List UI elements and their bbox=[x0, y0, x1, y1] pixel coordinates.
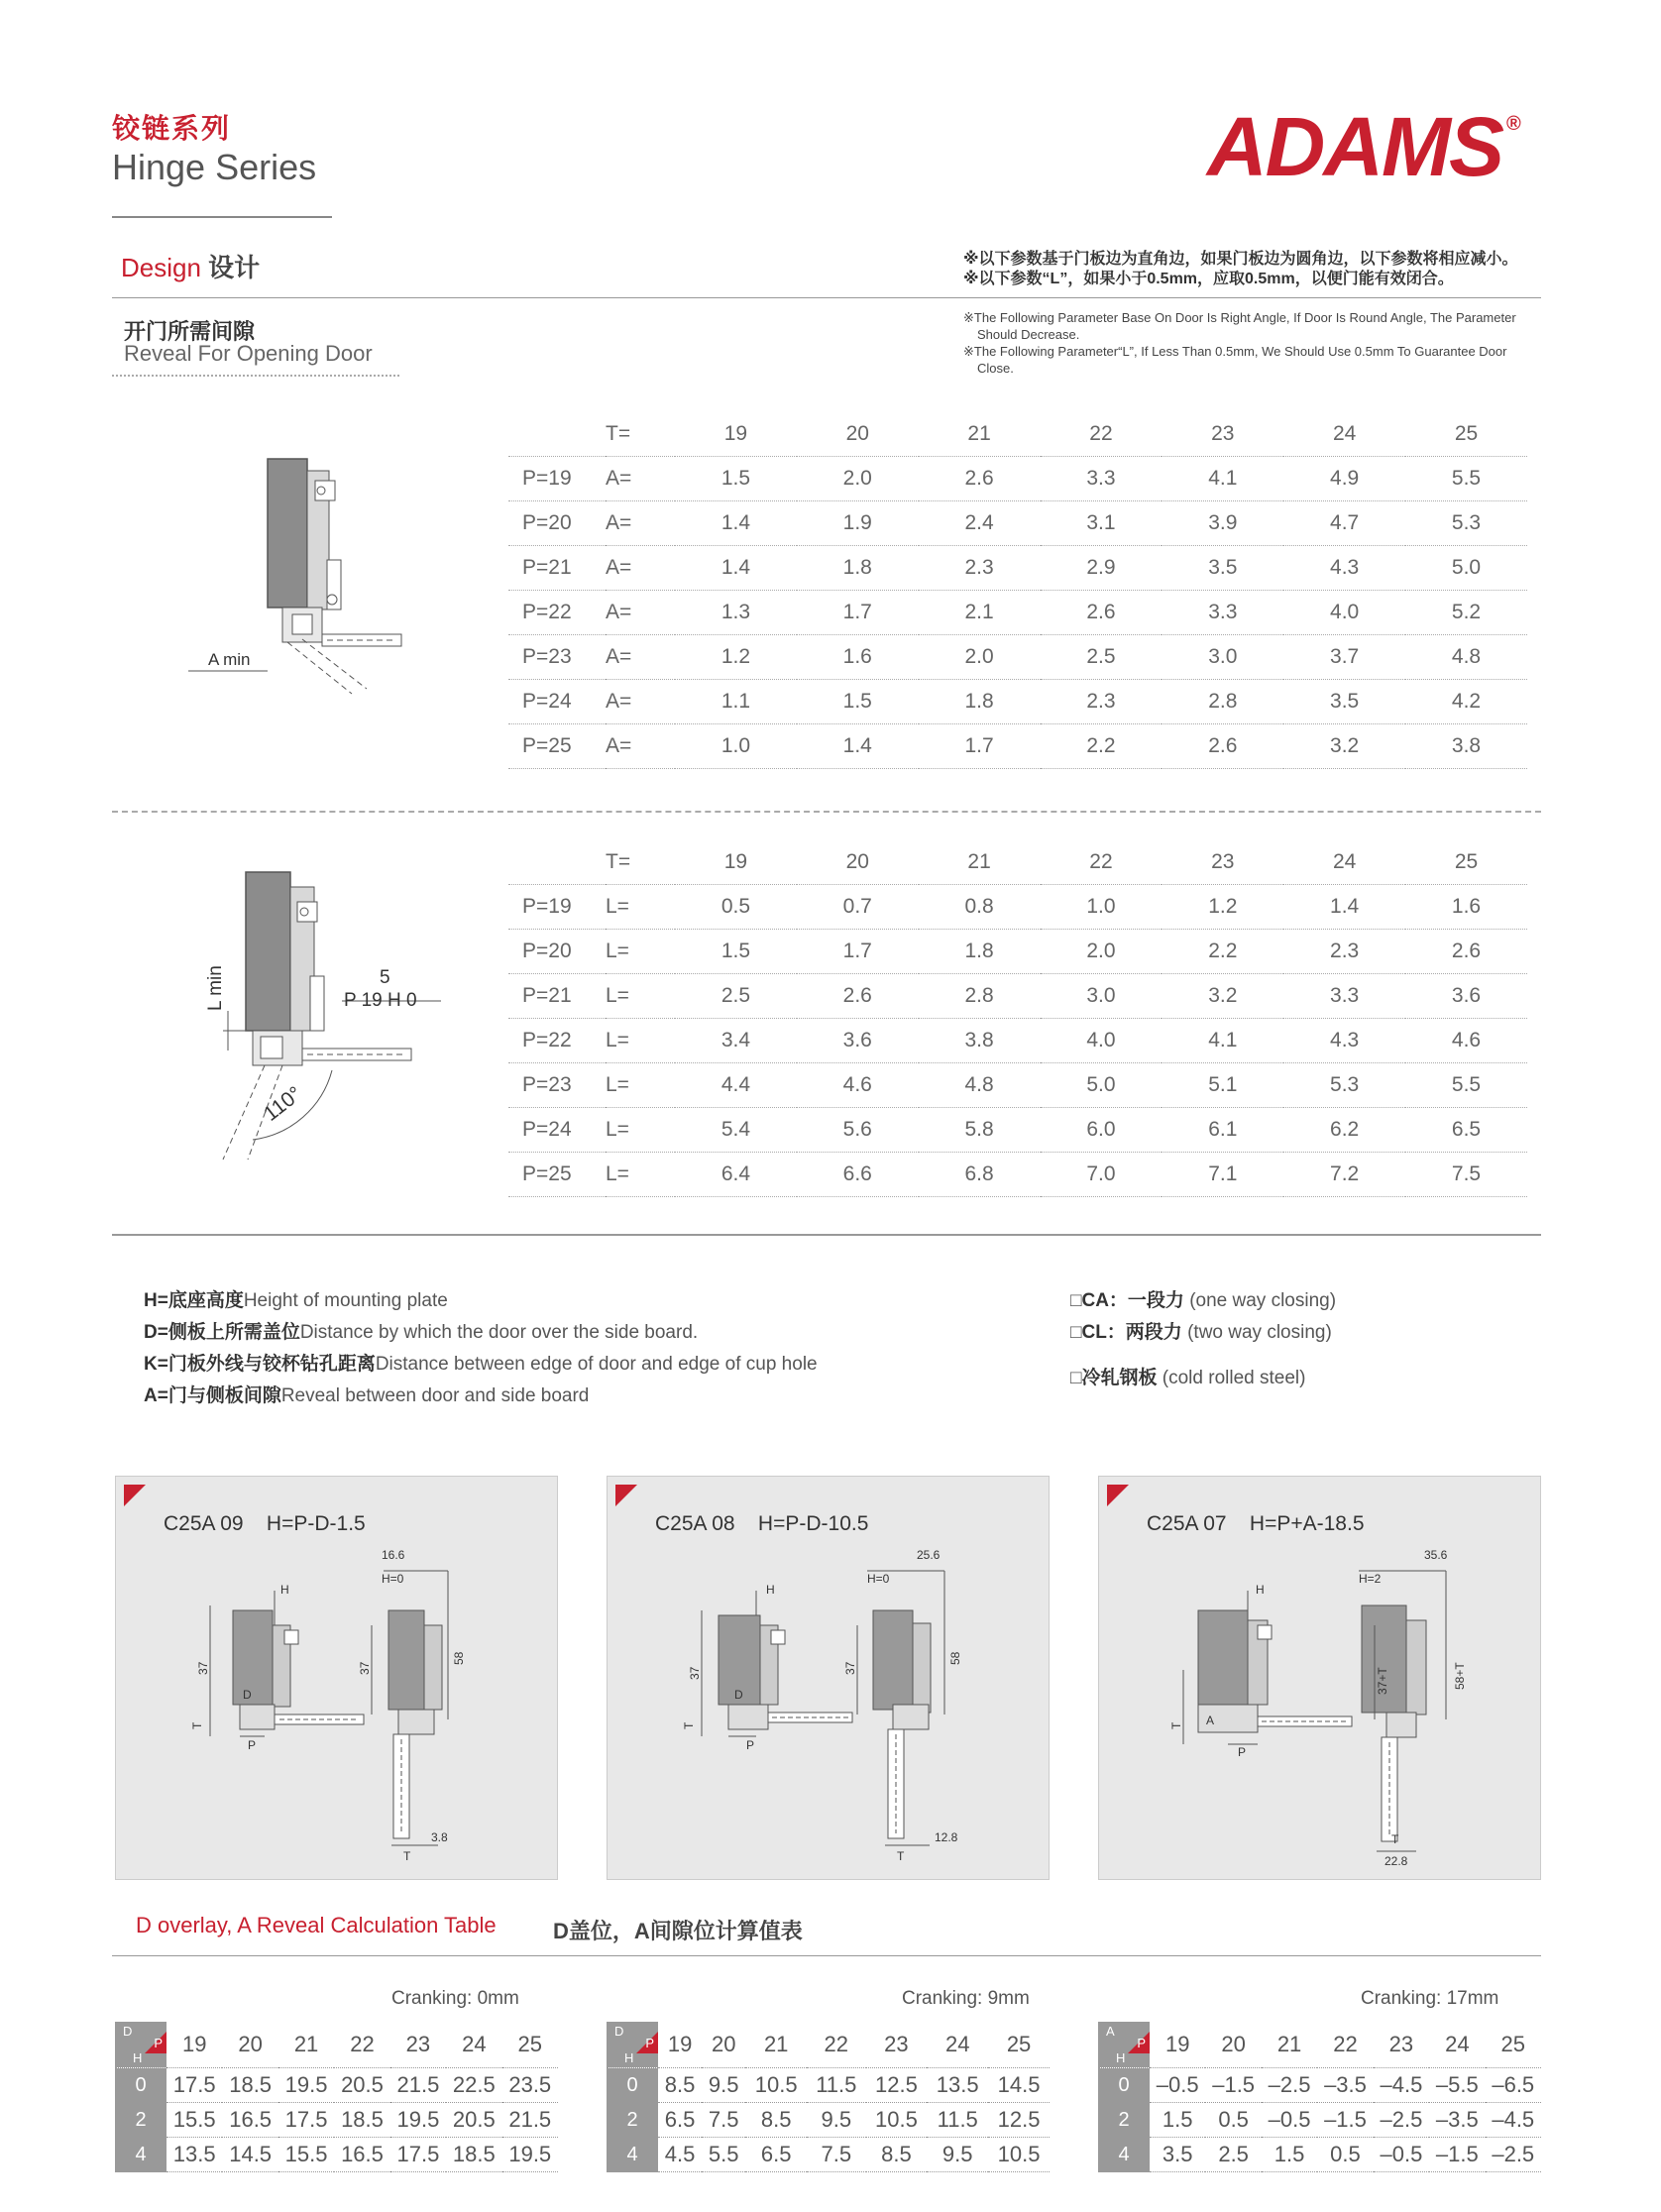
brand-logo: ADAMS ® bbox=[1207, 100, 1519, 193]
legend-item: A=门与侧板间隙Reveal between door and side board bbox=[144, 1385, 590, 1406]
panel-title: C25A 07 H=P+A-18.5 bbox=[1147, 1512, 1365, 1535]
svg-text:P: P bbox=[1238, 1745, 1247, 1759]
calc-title-cn: D盖位，A间隙位计算值表 bbox=[553, 1919, 803, 1943]
panel-diagram bbox=[608, 1477, 1051, 1881]
reveal-title-en: Reveal For Opening Door bbox=[124, 341, 373, 366]
panel-title: C25A 09 H=P-D-1.5 bbox=[164, 1512, 366, 1535]
svg-text:H: H bbox=[1256, 1583, 1265, 1597]
svg-text:35.6: 35.6 bbox=[1424, 1548, 1448, 1562]
table-corner: A P H bbox=[1098, 2022, 1150, 2068]
legend-item: □CL：两段力 (two way closing) bbox=[1070, 1322, 1332, 1343]
table-row: P=21 A= 1.4 1.8 2.3 2.9 3.5 4.3 5.0 bbox=[508, 546, 1527, 591]
panel-diagram bbox=[1099, 1477, 1542, 1881]
svg-text:3.8: 3.8 bbox=[431, 1830, 448, 1844]
legend-left bbox=[144, 1285, 818, 1412]
table-row: P=21 L= 2.5 2.6 2.8 3.0 3.2 3.3 3.6 bbox=[508, 974, 1527, 1019]
svg-text:58+T: 58+T bbox=[1453, 1662, 1467, 1690]
table-row: P=23 A= 1.2 1.6 2.0 2.5 3.0 3.7 4.8 bbox=[508, 635, 1527, 680]
panel-c25a07 bbox=[1098, 1476, 1541, 1880]
svg-text:T: T bbox=[1169, 1721, 1183, 1729]
table-row: 4 4.5 5.5 6.5 7.5 8.5 9.5 10.5 bbox=[607, 2138, 1050, 2172]
table-corner: D P H bbox=[607, 2022, 658, 2068]
svg-text:16.6: 16.6 bbox=[382, 1548, 405, 1562]
table-row: 2 1.5 0.5 –0.5 –1.5 –2.5 –3.5 –4.5 bbox=[1098, 2103, 1541, 2138]
calc-divider bbox=[112, 1955, 1541, 1956]
svg-text:H=0: H=0 bbox=[867, 1572, 890, 1586]
panel-diagram bbox=[116, 1477, 559, 1881]
reveal-table-l bbox=[508, 840, 1527, 1197]
legend-item: □CA：一段力 (one way closing) bbox=[1070, 1290, 1337, 1311]
table-row: P=22 A= 1.3 1.7 2.1 2.6 3.3 4.0 5.2 bbox=[508, 591, 1527, 635]
svg-text:12.8: 12.8 bbox=[935, 1830, 958, 1844]
table-corner: D P H bbox=[115, 2022, 166, 2068]
svg-text:T: T bbox=[403, 1849, 411, 1863]
table-row: 0 17.5 18.5 19.5 20.5 21.5 22.5 23.5 bbox=[115, 2068, 558, 2103]
table-row: P=19 L= 0.5 0.7 0.8 1.0 1.2 1.4 1.6 bbox=[508, 885, 1527, 930]
svg-text:H=2: H=2 bbox=[1359, 1572, 1382, 1586]
title-divider bbox=[112, 216, 332, 218]
p-h-label: P 19 H 0 bbox=[344, 990, 417, 1011]
svg-text:T: T bbox=[190, 1721, 204, 1729]
table-row: 4 13.5 14.5 15.5 16.5 17.5 18.5 19.5 bbox=[115, 2138, 558, 2172]
table-row: 0 –0.5 –1.5 –2.5 –3.5 –4.5 –5.5 –6.5 bbox=[1098, 2068, 1541, 2103]
svg-text:H=0: H=0 bbox=[382, 1572, 404, 1586]
svg-text:T: T bbox=[1391, 1832, 1399, 1846]
table-row: P=19 A= 1.5 2.0 2.6 3.3 4.1 4.9 5.5 bbox=[508, 457, 1527, 501]
table-row: P=25 L= 6.4 6.6 6.8 7.0 7.1 7.2 7.5 bbox=[508, 1153, 1527, 1197]
section-divider bbox=[112, 297, 1541, 298]
legend-right bbox=[1070, 1285, 1336, 1394]
svg-text:37: 37 bbox=[196, 1661, 210, 1675]
table-row: P=22 L= 3.4 3.6 3.8 4.0 4.1 4.3 4.6 bbox=[508, 1019, 1527, 1063]
t-header-row: T= 19 20 21 22 23 24 25 bbox=[508, 412, 1527, 457]
table-row: P=20 A= 1.4 1.9 2.4 3.1 3.9 4.7 5.3 bbox=[508, 501, 1527, 546]
svg-text:T: T bbox=[682, 1721, 696, 1729]
svg-text:P: P bbox=[248, 1738, 257, 1752]
lmin-label: L min bbox=[205, 965, 226, 1011]
svg-text:58: 58 bbox=[452, 1651, 466, 1665]
cranking-label: Cranking: 0mm bbox=[391, 1988, 519, 2009]
svg-text:H: H bbox=[280, 1583, 289, 1597]
table-row: 2 6.5 7.5 8.5 9.5 10.5 11.5 12.5 bbox=[607, 2103, 1050, 2138]
reveal-divider bbox=[112, 375, 399, 377]
svg-text:T: T bbox=[897, 1849, 905, 1863]
svg-text:P: P bbox=[746, 1738, 755, 1752]
svg-text:D: D bbox=[734, 1688, 743, 1702]
reveal-table-a bbox=[508, 412, 1527, 769]
notes-en: ※The Following Parameter Base On Door Is Right Angle, If Door Is Round Angle, The Parameter Should Decrease. ※The Following Parameter“L”, If Less Than 0.5mm, We Should Use 0.5mm To Guarantee Door Close. bbox=[963, 310, 1516, 376]
t-header-row: T= 19 20 21 22 23 24 25 bbox=[508, 840, 1527, 885]
svg-text:A: A bbox=[1206, 1714, 1215, 1727]
reveal-title-cn: 开门所需间隙 bbox=[124, 319, 256, 344]
legend-item: D=侧板上所需盖位Distance by which the door over the side board. bbox=[144, 1322, 699, 1343]
svg-text:25.6: 25.6 bbox=[917, 1548, 941, 1562]
calc-table-0mm: D P H 19 20 21 22 23 24 25 0 17.5 18.5 19.5 20.5 21.5 22.5 23.5 2 15.5 16.5 17.5 18.5 19.5 20.5 21.5 4 13.5 14.5 15.5 16.5 17.5 18.5 19.5 bbox=[115, 2022, 558, 2172]
svg-text:D: D bbox=[243, 1688, 252, 1702]
cranking-label: Cranking: 9mm bbox=[902, 1988, 1030, 2009]
panel-c25a09 bbox=[115, 1476, 558, 1880]
table-row: P=24 A= 1.1 1.5 1.8 2.3 2.8 3.5 4.2 bbox=[508, 680, 1527, 724]
design-label: Design 设计 bbox=[121, 253, 261, 282]
reveal-diagram-l bbox=[193, 862, 451, 1169]
notes-cn: ※以下参数基于门板边为直角边，如果门板边为圆角边，以下参数将相应减小。 ※以下参数“L”，如果小于0.5mm，应取0.5mm，以便门能有效闭合。 bbox=[963, 251, 1518, 287]
svg-text:H: H bbox=[766, 1583, 775, 1597]
table-row: P=23 L= 4.4 4.6 4.8 5.0 5.1 5.3 5.5 bbox=[508, 1063, 1527, 1108]
table-row: P=20 L= 1.5 1.7 1.8 2.0 2.2 2.3 2.6 bbox=[508, 930, 1527, 974]
svg-text:37: 37 bbox=[843, 1661, 857, 1675]
panel-title: C25A 08 H=P-D-10.5 bbox=[655, 1512, 869, 1535]
svg-text:22.8: 22.8 bbox=[1384, 1854, 1408, 1868]
amin-label: A min bbox=[208, 650, 251, 669]
svg-text:37+T: 37+T bbox=[1376, 1667, 1389, 1695]
svg-text:37: 37 bbox=[688, 1666, 702, 1680]
calc-title-en: D overlay, A Reveal Calculation Table bbox=[136, 1913, 497, 1937]
section-divider-2 bbox=[112, 1234, 1541, 1236]
angle-label: 110° bbox=[259, 1082, 307, 1126]
cranking-label: Cranking: 17mm bbox=[1361, 1988, 1499, 2009]
table-row: P=25 A= 1.0 1.4 1.7 2.2 2.6 3.2 3.8 bbox=[508, 724, 1527, 769]
table-row: 2 15.5 16.5 17.5 18.5 19.5 20.5 21.5 bbox=[115, 2103, 558, 2138]
calc-table-9mm: D P H 19 20 21 22 23 24 25 0 8.5 9.5 10.5 11.5 12.5 13.5 14.5 2 6.5 7.5 8.5 9.5 10.5 11.5 12.5 4 4.5 5.5 6.5 7.5 8.5 9.5 10.5 bbox=[607, 2022, 1050, 2172]
reveal-diagram-a bbox=[188, 451, 426, 728]
svg-text:58: 58 bbox=[948, 1651, 962, 1665]
dashed-divider bbox=[112, 811, 1541, 813]
calc-table-17mm: A P H 19 20 21 22 23 24 25 0 –0.5 –1.5 –2.5 –3.5 –4.5 –5.5 –6.5 2 1.5 0.5 –0.5 –1.5 –2.5 –3.5 –4.5 4 3.5 2.5 1.5 0.5 –0.5 –1.5 –2.5 bbox=[1098, 2022, 1541, 2172]
panel-c25a08 bbox=[607, 1476, 1050, 1880]
table-row: 0 8.5 9.5 10.5 11.5 12.5 13.5 14.5 bbox=[607, 2068, 1050, 2103]
series-title-cn: 铰链系列 bbox=[112, 113, 232, 144]
table-row: P=24 L= 5.4 5.6 5.8 6.0 6.1 6.2 6.5 bbox=[508, 1108, 1527, 1153]
series-title-en: Hinge Series bbox=[112, 147, 317, 187]
legend-item: H=底座高度Height of mounting plate bbox=[144, 1290, 448, 1311]
svg-text:37: 37 bbox=[358, 1661, 372, 1675]
legend-item: □冷轧钢板 (cold rolled steel) bbox=[1070, 1368, 1306, 1388]
table-row: 4 3.5 2.5 1.5 0.5 –0.5 –1.5 –2.5 bbox=[1098, 2138, 1541, 2172]
legend-item: K=门板外线与铰杯钻孔距离Distance between edge of door and edge of cup hole bbox=[144, 1354, 818, 1375]
five-label: 5 bbox=[380, 967, 390, 988]
